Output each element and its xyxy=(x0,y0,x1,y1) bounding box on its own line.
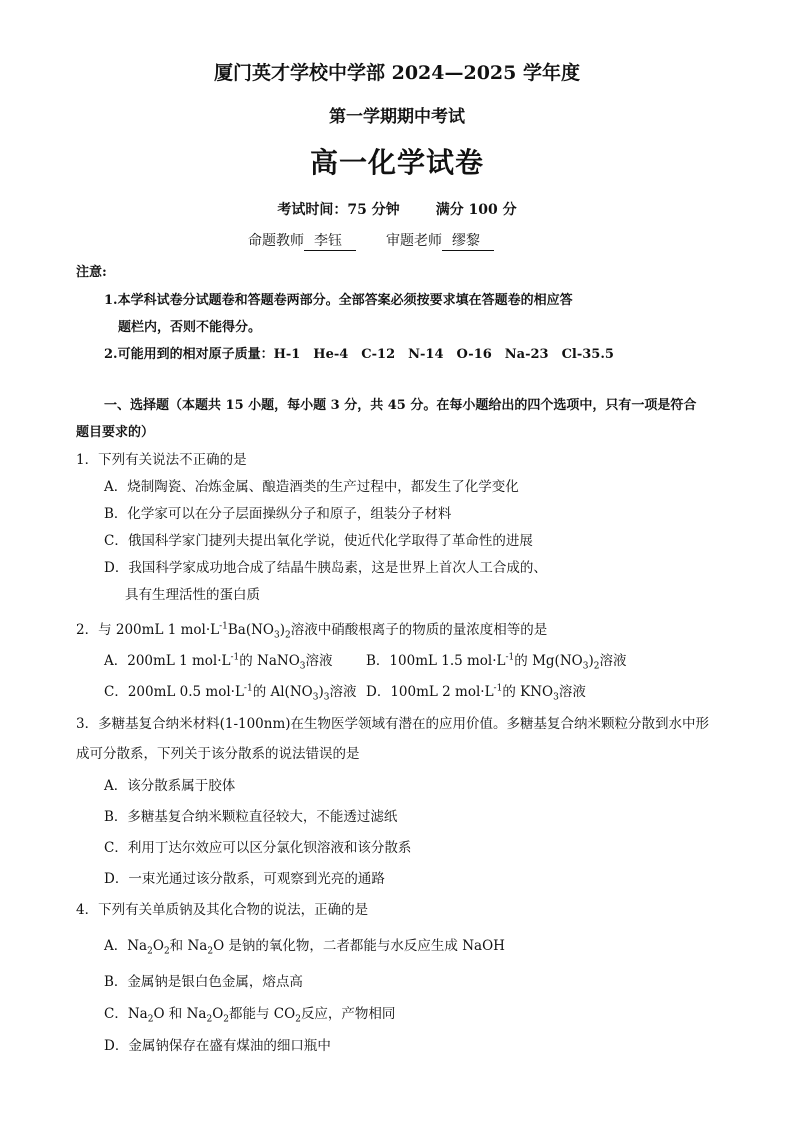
q1-option-d-line-2: 具有生理活性的蛋白质 xyxy=(125,587,260,603)
q2-option-b: B．100mL 1.5 $mol\cdot L^{-1}$的 $Mg(NO_3)_2$溶液 xyxy=(366,652,627,672)
q2-option-d: D．100mL 2 $mol\cdot L^{-1}$的 $KNO_3$溶液 xyxy=(366,683,586,703)
q1-option-a: A．烧制陶瓷、冶炼金属、酿造酒类的生产过程中，都发生了化学变化 xyxy=(104,479,519,495)
q1-option-d-line-1: D．我国科学家成功地合成了结晶牛胰岛素，这是世界上首次人工合成的、 xyxy=(104,560,547,576)
paper-title: 高一化学试卷 xyxy=(309,146,484,179)
reviewer-label: 审题老师 xyxy=(386,233,442,249)
q3-option-c: C．利用丁达尔效应可以区分氯化钡溶液和该分散系 xyxy=(104,840,412,856)
note-2: 2.可能用到的相对原子质量：H-1 He-4 C-12 N-14 O-16 Na-23 Cl-35.5 xyxy=(104,347,614,362)
reviewer-name: 缪黎 xyxy=(442,230,494,251)
q4-stem: 4．下列有关单质钠及其化合物的说法，正确的是 xyxy=(76,902,369,918)
setter-label: 命题教师 xyxy=(248,233,304,249)
section-1-line-1: 一、选择题（本题共 15 小题，每小题 3 分，共 45 分。在每小题给出的四个选项中，只有一项是符合 xyxy=(104,398,697,413)
q4-option-d: D．金属钠保存在盛有煤油的细口瓶中 xyxy=(104,1038,331,1054)
school-year-title: 厦门英才学校中学部 2024—2025 学年度 xyxy=(214,62,580,84)
q3-option-d: D．一束光通过该分散系，可观察到光亮的通路 xyxy=(104,871,385,887)
q2-stem: 2．与 200mL 1 $mol\cdot L^{-1}Ba(NO_3)_2$溶液中硝酸根离子的物质的量浓度相等的是 xyxy=(76,621,548,641)
q3-stem-line-1: 3．多糖基复合纳米材料(1-100nm)在生物医学领域有潜在的应用价值。多糖基复合纳米颗粒分散到水中形 xyxy=(76,716,710,732)
q3-option-b: B．多糖基复合纳米颗粒直径较大，不能透过滤纸 xyxy=(104,809,398,825)
q4-option-a: A．$Na_2O_2$和 $Na_2O$ 是钠的氧化物，二者都能与水反应生成 NaOH xyxy=(104,938,505,957)
notes-title: 注意: xyxy=(76,265,107,280)
term-title: 第一学期期中考试 xyxy=(329,107,465,127)
q1-option-c: C．俄国科学家门捷列夫提出氧化学说，使近代化学取得了革命性的进展 xyxy=(104,533,533,549)
q1-option-b: B．化学家可以在分子层面操纵分子和原子，组装分子材料 xyxy=(104,506,452,522)
q2-option-c: C．200mL 0.5 $mol\cdot L^{-1}$的 $Al(NO_3)_3$溶液 xyxy=(104,683,357,703)
full-score: 满分 100 分 xyxy=(435,202,517,218)
q1-stem: 1．下列有关说法不正确的是 xyxy=(76,452,247,468)
note-1-line-1: 1.本学科试卷分试题卷和答题卷两部分。全部答案必须按要求填在答题卷的相应答 xyxy=(104,293,573,308)
q2-option-a: A．200mL 1 $mol\cdot L^{-1}$的 NaNO$_3$溶液 xyxy=(104,652,333,672)
section-1-line-2: 题目要求的） xyxy=(76,425,155,440)
q4-option-b: B．金属钠是银白色金属，熔点高 xyxy=(104,974,303,990)
exam-info-line xyxy=(0,199,794,219)
q4-option-c: C．$Na_2O$ 和 $Na_2O_2$都能与 $CO_2$反应，产物相同 xyxy=(104,1006,396,1025)
exam-time: 考试时间：75 分钟 xyxy=(277,202,400,218)
setter-name: 李钰 xyxy=(304,230,356,251)
q3-stem-line-2: 成可分散系，下列关于该分散系的说法错误的是 xyxy=(76,746,360,762)
q3-option-a: A．该分散系属于胶体 xyxy=(104,778,236,794)
note-1-line-2: 题栏内，否则不能得分。 xyxy=(118,320,262,335)
teachers-line xyxy=(248,230,494,251)
